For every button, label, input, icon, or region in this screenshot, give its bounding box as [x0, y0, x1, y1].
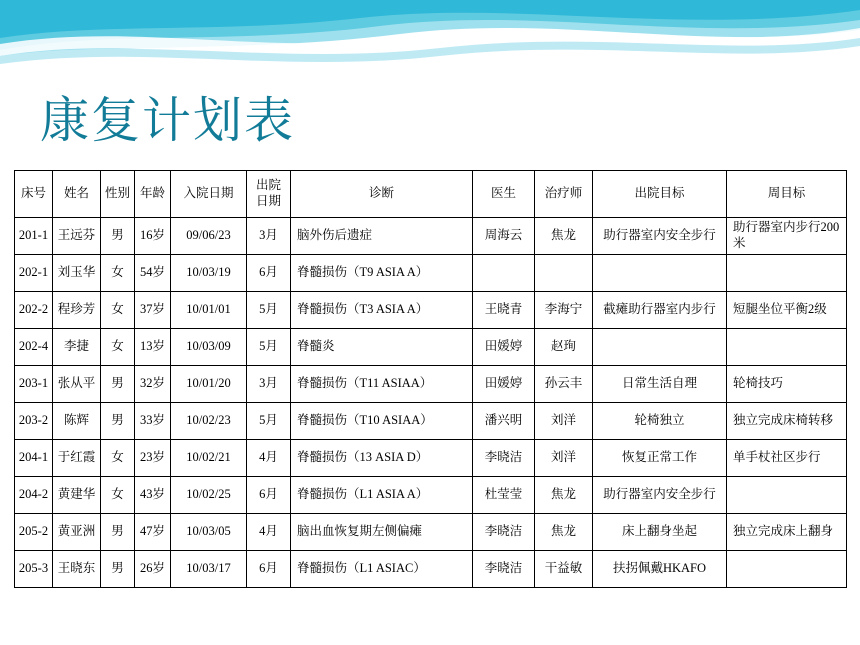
- table-row: [15, 292, 847, 329]
- cell-name: 刘玉华: [53, 255, 101, 292]
- cell-doctor: 田媛婷: [473, 329, 535, 366]
- cell-doctor: 田媛婷: [473, 366, 535, 403]
- table-row: [15, 403, 847, 440]
- column-header-diagnosis: 诊断: [291, 171, 473, 218]
- cell-diagnosis: 脊髓损伤（T10 ASIAA）: [291, 403, 473, 440]
- cell-doctor: [473, 255, 535, 292]
- cell-discharge-date: 6月: [247, 477, 291, 514]
- cell-bed: 203-1: [15, 366, 53, 403]
- cell-name: 程珍芳: [53, 292, 101, 329]
- cell-discharge-date: 3月: [247, 218, 291, 255]
- cell-discharge-goal: 恢复正常工作: [593, 440, 727, 477]
- table-row: [15, 551, 847, 588]
- cell-doctor: 李晓洁: [473, 440, 535, 477]
- cell-discharge-goal: [593, 329, 727, 366]
- column-header-bed: 床号: [15, 171, 53, 218]
- cell-bed: 203-2: [15, 403, 53, 440]
- cell-discharge-date: 5月: [247, 292, 291, 329]
- cell-discharge-date: 4月: [247, 440, 291, 477]
- table-row: [15, 255, 847, 292]
- cell-age: 47岁: [135, 514, 171, 551]
- cell-sex: 男: [101, 403, 135, 440]
- column-header-sex: 性别: [101, 171, 135, 218]
- cell-age: 37岁: [135, 292, 171, 329]
- cell-bed: 205-2: [15, 514, 53, 551]
- cell-diagnosis: 脑外伤后遗症: [291, 218, 473, 255]
- table-row: [15, 329, 847, 366]
- cell-discharge-date: 4月: [247, 514, 291, 551]
- cell-therapist: 焦龙: [535, 477, 593, 514]
- cell-discharge-date: 6月: [247, 255, 291, 292]
- cell-admit-date: 10/03/05: [171, 514, 247, 551]
- cell-week-goal: 轮椅技巧: [727, 366, 847, 403]
- cell-week-goal: [727, 329, 847, 366]
- table-row: [15, 218, 847, 255]
- page-title: 康复计划表: [40, 93, 296, 148]
- cell-sex: 女: [101, 329, 135, 366]
- cell-age: 16岁: [135, 218, 171, 255]
- column-header-therapist: 治疗师: [535, 171, 593, 218]
- cell-sex: 女: [101, 440, 135, 477]
- cell-admit-date: 10/03/09: [171, 329, 247, 366]
- cell-discharge-goal: 助行器室内安全步行: [593, 218, 727, 255]
- decorative-banner: [0, 0, 860, 78]
- cell-bed: 204-2: [15, 477, 53, 514]
- cell-admit-date: 10/01/01: [171, 292, 247, 329]
- cell-discharge-date: 5月: [247, 403, 291, 440]
- cell-week-goal: 助行器室内步行200米: [727, 218, 847, 255]
- cell-discharge-goal: 轮椅独立: [593, 403, 727, 440]
- cell-age: 23岁: [135, 440, 171, 477]
- cell-bed: 202-4: [15, 329, 53, 366]
- cell-bed: 202-2: [15, 292, 53, 329]
- cell-sex: 男: [101, 366, 135, 403]
- cell-age: 33岁: [135, 403, 171, 440]
- cell-diagnosis: 脊髓损伤（L1 ASIAC）: [291, 551, 473, 588]
- table-row: [15, 440, 847, 477]
- cell-sex: 男: [101, 551, 135, 588]
- cell-diagnosis: 脊髓损伤（13 ASIA D）: [291, 440, 473, 477]
- cell-age: 26岁: [135, 551, 171, 588]
- cell-bed: 204-1: [15, 440, 53, 477]
- cell-therapist: 焦龙: [535, 218, 593, 255]
- cell-admit-date: 10/03/17: [171, 551, 247, 588]
- column-header-admit-date: 入院日期: [171, 171, 247, 218]
- table-row: [15, 477, 847, 514]
- column-header-name: 姓名: [53, 171, 101, 218]
- cell-bed: 202-1: [15, 255, 53, 292]
- column-header-discharge-date: 出院日期: [247, 171, 291, 218]
- cell-doctor: 潘兴明: [473, 403, 535, 440]
- table-header-row: [15, 171, 847, 218]
- cell-therapist: 李海宁: [535, 292, 593, 329]
- column-header-doctor: 医生: [473, 171, 535, 218]
- cell-age: 32岁: [135, 366, 171, 403]
- cell-sex: 男: [101, 218, 135, 255]
- cell-admit-date: 09/06/23: [171, 218, 247, 255]
- cell-age: 13岁: [135, 329, 171, 366]
- cell-therapist: 刘洋: [535, 403, 593, 440]
- cell-sex: 女: [101, 255, 135, 292]
- cell-name: 于红霞: [53, 440, 101, 477]
- cell-name: 黄亚洲: [53, 514, 101, 551]
- cell-week-goal: 短腿坐位平衡2级: [727, 292, 847, 329]
- cell-name: 王远芬: [53, 218, 101, 255]
- cell-week-goal: [727, 551, 847, 588]
- cell-admit-date: 10/01/20: [171, 366, 247, 403]
- cell-age: 43岁: [135, 477, 171, 514]
- cell-admit-date: 10/02/23: [171, 403, 247, 440]
- cell-bed: 205-3: [15, 551, 53, 588]
- cell-name: 李捷: [53, 329, 101, 366]
- cell-week-goal: [727, 477, 847, 514]
- cell-diagnosis: 脑出血恢复期左侧偏瘫: [291, 514, 473, 551]
- cell-age: 54岁: [135, 255, 171, 292]
- table-row: [15, 514, 847, 551]
- cell-admit-date: 10/02/25: [171, 477, 247, 514]
- cell-week-goal: [727, 255, 847, 292]
- cell-therapist: [535, 255, 593, 292]
- cell-admit-date: 10/02/21: [171, 440, 247, 477]
- column-header-discharge-goal: 出院目标: [593, 171, 727, 218]
- cell-therapist: 赵珣: [535, 329, 593, 366]
- cell-name: 张从平: [53, 366, 101, 403]
- cell-week-goal: 单手杖社区步行: [727, 440, 847, 477]
- cell-doctor: 李晓洁: [473, 514, 535, 551]
- cell-therapist: 刘洋: [535, 440, 593, 477]
- cell-sex: 男: [101, 514, 135, 551]
- column-header-age: 年龄: [135, 171, 171, 218]
- cell-name: 陈辉: [53, 403, 101, 440]
- cell-discharge-date: 5月: [247, 329, 291, 366]
- cell-name: 黄建华: [53, 477, 101, 514]
- cell-discharge-date: 6月: [247, 551, 291, 588]
- cell-doctor: 李晓洁: [473, 551, 535, 588]
- cell-sex: 女: [101, 477, 135, 514]
- column-header-week-goal: 周目标: [727, 171, 847, 218]
- cell-doctor: 杜莹莹: [473, 477, 535, 514]
- cell-diagnosis: 脊髓损伤（T11 ASIAA）: [291, 366, 473, 403]
- cell-discharge-goal: 床上翻身坐起: [593, 514, 727, 551]
- cell-therapist: 孙云丰: [535, 366, 593, 403]
- cell-doctor: 周海云: [473, 218, 535, 255]
- cell-discharge-goal: 扶拐佩戴HKAFO: [593, 551, 727, 588]
- cell-diagnosis: 脊髓损伤（L1 ASIA A）: [291, 477, 473, 514]
- cell-bed: 201-1: [15, 218, 53, 255]
- cell-discharge-date: 3月: [247, 366, 291, 403]
- cell-discharge-goal: 截瘫助行器室内步行: [593, 292, 727, 329]
- cell-diagnosis: 脊髓损伤（T3 ASIA A）: [291, 292, 473, 329]
- cell-admit-date: 10/03/19: [171, 255, 247, 292]
- cell-therapist: 焦龙: [535, 514, 593, 551]
- cell-discharge-goal: [593, 255, 727, 292]
- rehab-plan-table: [14, 170, 847, 588]
- cell-sex: 女: [101, 292, 135, 329]
- table-row: [15, 366, 847, 403]
- cell-therapist: 干益敏: [535, 551, 593, 588]
- cell-diagnosis: 脊髓损伤（T9 ASIA A）: [291, 255, 473, 292]
- cell-doctor: 王晓青: [473, 292, 535, 329]
- rehab-plan-table-wrapper: [14, 170, 846, 588]
- cell-name: 王晓东: [53, 551, 101, 588]
- cell-week-goal: 独立完成床上翻身: [727, 514, 847, 551]
- cell-diagnosis: 脊髓炎: [291, 329, 473, 366]
- cell-week-goal: 独立完成床椅转移: [727, 403, 847, 440]
- cell-discharge-goal: 日常生活自理: [593, 366, 727, 403]
- cell-discharge-goal: 助行器室内安全步行: [593, 477, 727, 514]
